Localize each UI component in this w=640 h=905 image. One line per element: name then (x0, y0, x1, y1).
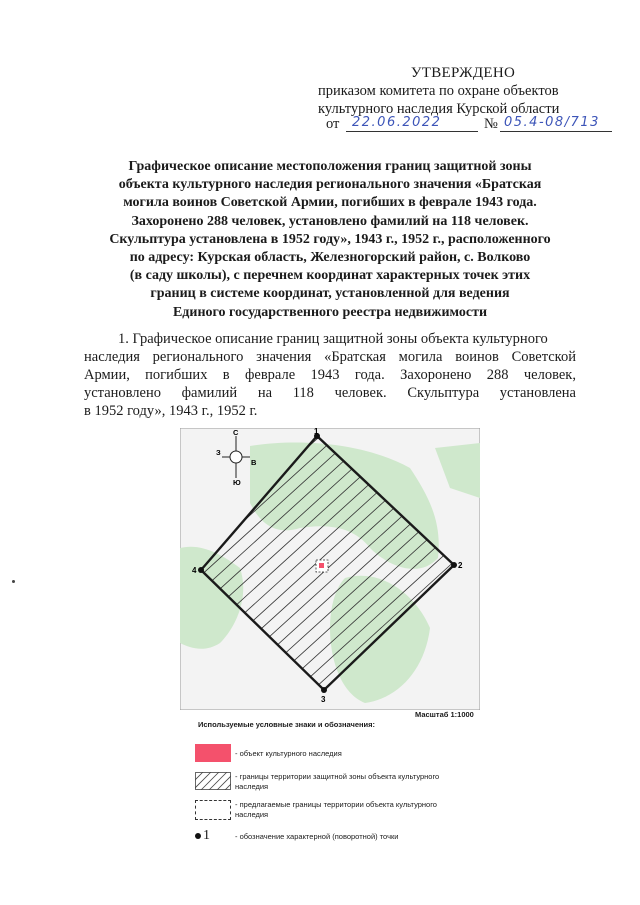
handwritten-number: 05.4-08/713 (504, 115, 600, 130)
paragraph-word: 118 (292, 385, 314, 401)
vertex-point (321, 687, 327, 693)
paragraph-word: Захоронено (400, 367, 472, 383)
legend-title: Используемые условные знаки и обозначения: (198, 720, 376, 729)
paragraph-word: в 1952 году», 1943 г., 1952 г. (84, 403, 258, 419)
boundary-map (180, 428, 480, 710)
document-title (84, 158, 576, 322)
paragraph-word: 1. Графическое описание границ защитной зоны объекта культурного (118, 331, 548, 347)
paragraph-word: установлена (499, 385, 576, 401)
legend-text: - предлагаемые границы территории объекта культурного наследия (235, 800, 437, 819)
title-line: объекта культурного наследия регионального значения «Братская (118, 177, 542, 193)
map-canvas (180, 428, 480, 710)
date-underline (346, 131, 478, 132)
approval-line-1: приказом комитета по охране объектов (318, 83, 559, 99)
compass-south: Ю (233, 478, 241, 487)
paragraph-word: фамилий (181, 385, 238, 401)
compass-west: З (216, 448, 221, 457)
legend-hatch-swatch (195, 772, 231, 790)
paragraph-line (84, 366, 576, 384)
title-line: Единого государственного реестра недвижимости (172, 304, 488, 320)
vertex-point (451, 562, 457, 568)
paragraph-word: человек, (523, 367, 576, 383)
title-line: Скульптура установлена в 1952 году», 1943 г., 1952 г., расположенного (109, 231, 551, 247)
paragraph-word: 1943 (310, 367, 340, 383)
paragraph-word: Скульптура (407, 385, 480, 401)
paragraph-word: человек. (334, 385, 387, 401)
legend-object-swatch (195, 744, 231, 762)
compass-north: С (233, 428, 239, 437)
point-marker-icon (195, 833, 201, 839)
legend-text: - границы территории защитной зоны объекта культурного наследия (235, 772, 440, 791)
paragraph-word: феврале (245, 367, 296, 383)
approval-block (318, 64, 598, 118)
handwritten-date: 22.06.2022 (352, 115, 442, 130)
paragraph-word: на (257, 385, 273, 401)
number-label: № (484, 116, 498, 132)
paragraph-word: Советской (511, 349, 576, 365)
title-line: по адресу: Курская область, Железногорский район, с. Волково (129, 250, 531, 266)
from-label: от (326, 116, 340, 132)
paragraph-word: регионального (152, 349, 244, 365)
paragraph-word: наследия (84, 349, 140, 365)
point-marker-label: 1 (203, 828, 210, 843)
legend-text: - обозначение характерной (поворотной) точки (235, 832, 399, 841)
order-date-number-row (326, 116, 616, 136)
paragraph-word: установлено (84, 385, 161, 401)
approval-title: УТВЕРЖДЕНО (410, 65, 516, 81)
description-paragraph (84, 330, 576, 420)
approval-line-2: культурного наследия Курской области (318, 101, 560, 117)
compass-east: В (251, 458, 257, 467)
legend-item-point (195, 828, 399, 844)
paragraph-word: значения (256, 349, 312, 365)
legend-text: - объект культурного наследия (235, 749, 342, 758)
vertex-point (198, 567, 204, 573)
paragraph-line (84, 384, 576, 402)
point-label: 4 (192, 566, 197, 575)
paragraph-line (84, 402, 576, 420)
map-scale: Масштаб 1:1000 (415, 710, 474, 719)
title-line: Захоронено 288 человек, установлено фамилий на 118 человек. (131, 213, 529, 229)
point-label: 2 (458, 561, 463, 570)
cultural-object (319, 563, 324, 568)
title-line: могила воинов Советской Армии, погибших в феврале 1943 года. (123, 195, 537, 211)
paragraph-word: Армии, (84, 367, 130, 383)
paragraph-line (84, 330, 576, 348)
title-line: Графическое описание местоположения границ защитной зоны (128, 159, 532, 174)
number-underline (500, 131, 612, 132)
paragraph-word: в (222, 367, 230, 383)
title-line: (в саду школы), с перечнем координат характерных точек этих (129, 268, 531, 284)
scan-speck (12, 580, 15, 583)
paragraph-word: воинов (455, 349, 499, 365)
paragraph-word: «Братская (324, 349, 386, 365)
legend-dashed-swatch (195, 800, 231, 820)
title-line: границ в системе координат, установленной для ведения (150, 286, 510, 302)
paragraph-word: могила (398, 349, 443, 365)
paragraph-word: года. (354, 367, 385, 383)
paragraph-line (84, 348, 576, 366)
paragraph-word: 288 (486, 367, 509, 383)
point-label: 3 (321, 695, 326, 704)
point-label: 1 (314, 428, 319, 436)
paragraph-word: погибших (145, 367, 208, 383)
